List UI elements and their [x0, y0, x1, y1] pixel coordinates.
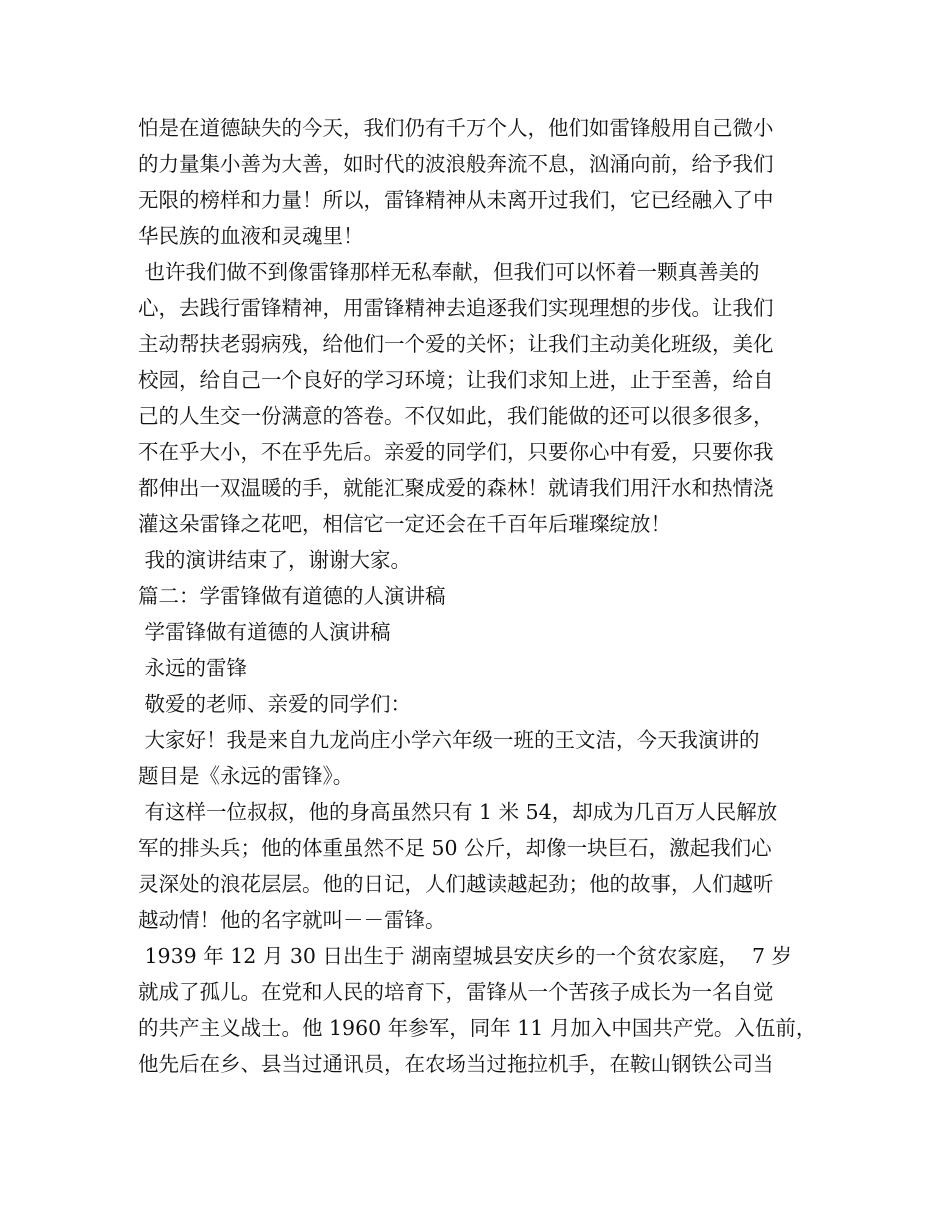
text-line: 有这样一位叔叔，他的身高虽然只有 1 米 54，却成为几百万人民解放	[138, 800, 778, 824]
text-line: 主动帮扶老弱病残，给他们一个爱的关怀；让我们主动美化班级，美化	[138, 332, 774, 356]
text-line: 怕是在道德缺失的今天，我们仍有千万个人，他们如雷锋般用自己微小	[138, 116, 774, 140]
text-line: 就成了孤儿。在党和人民的培育下，雷锋从一个苦孩子成长为一名自觉	[138, 980, 774, 1004]
speech-subtitle: 永远的雷锋	[138, 656, 248, 680]
text-line: 大家好！我是来自九龙尚庄小学六年级一班的王文洁，今天我演讲的	[138, 728, 760, 752]
text-line: 己的人生交一份满意的答卷。不仅如此，我们能做的还可以很多很多，	[138, 404, 774, 428]
text-line: 他先后在乡、县当过通讯员，在农场当过拖拉机手，在鞍山钢铁公司当	[138, 1052, 774, 1076]
document-body	[138, 110, 828, 1082]
salutation: 敬爱的老师、亲爱的同学们：	[138, 692, 412, 716]
speech-title: 学雷锋做有道德的人演讲稿	[138, 620, 391, 644]
section-heading: 篇二：学雷锋做有道德的人演讲稿	[138, 584, 446, 608]
text-line: 的共产主义战士。他 1960 年参军，同年 11 月加入中国共产党。入伍前，	[138, 1016, 817, 1040]
text-line: 我的演讲结束了，谢谢大家。	[138, 548, 412, 572]
text-line: 越动情！他的名字就叫－－雷锋。	[138, 908, 446, 932]
text-line: 华民族的血液和灵魂里！	[138, 224, 364, 248]
text-line: 的力量集小善为大善，如时代的波浪般奔流不息，汹涌向前，给予我们	[138, 152, 774, 176]
text-line: 灵深处的浪花层层。他的日记，人们越读越起劲；他的故事，人们越听	[138, 872, 774, 896]
text-line: 校园，给自己一个良好的学习环境；让我们求知上进，止于至善，给自	[138, 368, 774, 392]
text-line: 心，去践行雷锋精神，用雷锋精神去追逐我们实现理想的步伐。让我们	[138, 296, 774, 320]
text-line: 不在乎大小，不在乎先后。亲爱的同学们，只要你心中有爱，只要你我	[138, 440, 774, 464]
text-line: 灌这朵雷锋之花吧，相信它一定还会在千百年后璀璨绽放！	[138, 512, 671, 536]
text-line: 军的排头兵；他的体重虽然不足 50 公斤，却像一块巨石，激起我们心	[138, 836, 772, 860]
text-line: 题目是《永远的雷锋》。	[138, 764, 354, 788]
text-line: 无限的榜样和力量！所以，雷锋精神从未离开过我们，它已经融入了中	[138, 188, 774, 212]
text-line: 都伸出一双温暖的手，就能汇聚成爱的森林！就请我们用汗水和热情浇	[138, 476, 774, 500]
text-line: 也许我们做不到像雷锋那样无私奉献，但我们可以怀着一颗真善美的	[138, 260, 760, 284]
text-line: 1939 年 12 月 30 日出生于 湖南望城县安庆乡的一个贫农家庭， 7 岁	[138, 944, 793, 968]
